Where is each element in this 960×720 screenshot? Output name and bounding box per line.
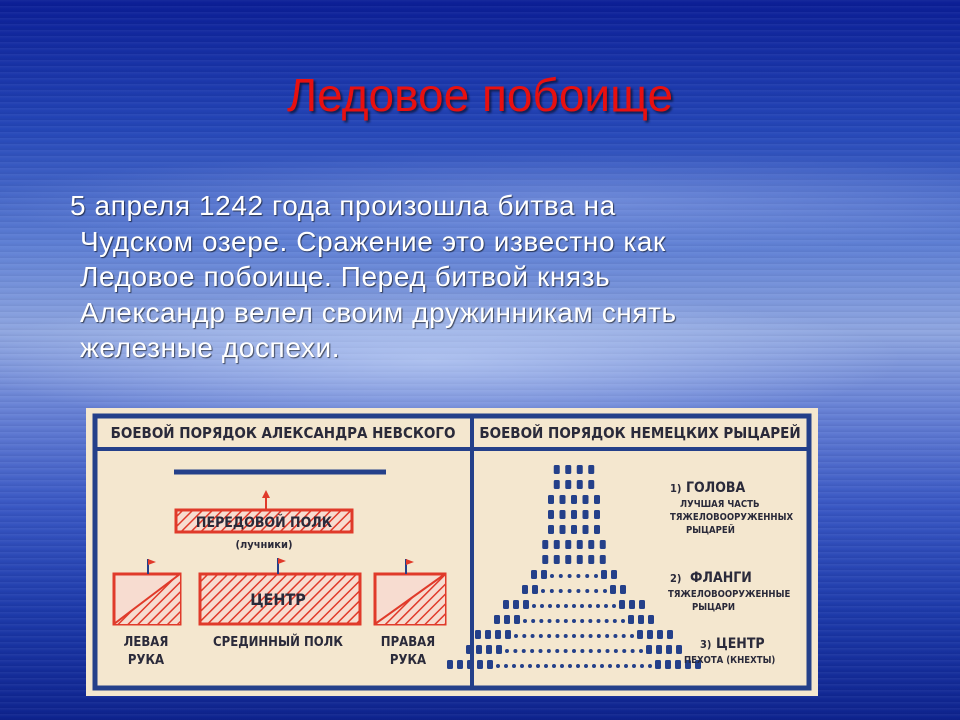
infantry-dot	[547, 634, 551, 638]
knight-figure	[513, 600, 519, 609]
knight-figure	[554, 555, 560, 564]
infantry-dot	[604, 604, 608, 608]
knight-figure	[666, 645, 672, 654]
infantry-dot	[580, 649, 584, 653]
knight-figure	[594, 495, 600, 504]
infantry-dot	[556, 604, 560, 608]
knight-figure	[583, 495, 589, 504]
infantry-dot	[600, 664, 604, 668]
infantry-dot	[528, 664, 532, 668]
legend-line: РЫЦАРИ	[692, 602, 736, 613]
vanguard-sublabel: (лучники)	[235, 538, 293, 551]
knight-figure	[466, 645, 472, 654]
paragraph-line: Чудском озере. Сражение это известно как	[80, 225, 666, 257]
knight-figure	[611, 570, 617, 579]
knight-figure	[594, 525, 600, 534]
knight-figure	[560, 495, 566, 504]
left-panel-header: БОЕВОЙ ПОРЯДОК АЛЕКСАНДРА НЕВСКОГО	[110, 424, 456, 442]
infantry-dot	[605, 634, 609, 638]
infantry-dot	[548, 619, 552, 623]
infantry-dot	[576, 574, 580, 578]
knight-figure	[505, 630, 511, 639]
infantry-dot	[580, 604, 584, 608]
infantry-dot	[580, 634, 584, 638]
infantry-dot	[614, 649, 618, 653]
knight-figure	[475, 630, 481, 639]
infantry-dot	[555, 649, 559, 653]
knight-figure	[619, 600, 625, 609]
infantry-dot	[608, 664, 612, 668]
infantry-dot	[556, 619, 560, 623]
battle-order-diagram	[86, 408, 818, 696]
infantry-dot	[539, 649, 543, 653]
infantry-dot	[564, 604, 568, 608]
vanguard-label: ПЕРЕДОВОЙ ПОЛК	[195, 515, 333, 531]
infantry-dot	[603, 589, 607, 593]
knight-figure	[565, 540, 571, 549]
knight-figure	[657, 630, 663, 639]
knight-figure	[571, 495, 577, 504]
infantry-dot	[580, 619, 584, 623]
knight-figure	[675, 660, 681, 669]
knight-figure	[554, 540, 560, 549]
legend-line: ТЯЖЕЛОВООРУЖЕННЫЕ	[668, 589, 791, 600]
knights-wedge	[447, 465, 701, 669]
knight-figure	[560, 525, 566, 534]
infantry-dot	[536, 664, 540, 668]
knight-figure	[476, 645, 482, 654]
infantry-dot	[530, 649, 534, 653]
infantry-dot	[547, 649, 551, 653]
infantry-dot	[548, 604, 552, 608]
infantry-dot	[596, 604, 600, 608]
knight-figure	[588, 555, 594, 564]
knight-figure	[487, 660, 493, 669]
knight-figure	[514, 615, 520, 624]
knight-figure	[554, 480, 560, 489]
left-wing-label: РУКА	[127, 653, 165, 668]
knight-figure	[560, 510, 566, 519]
infantry-dot	[568, 574, 572, 578]
knight-figure	[594, 510, 600, 519]
infantry-dot	[512, 664, 516, 668]
knight-figure	[496, 645, 502, 654]
infantry-dot	[539, 619, 543, 623]
paragraph-line: 5 апреля 1242 года произошла битва на	[70, 190, 616, 221]
knight-figure	[548, 525, 554, 534]
infantry-dot	[541, 589, 545, 593]
infantry-dot	[588, 619, 592, 623]
knight-figure	[577, 555, 583, 564]
knight-figure	[523, 600, 529, 609]
infantry-dot	[639, 649, 643, 653]
knight-figure	[583, 510, 589, 519]
knight-figure	[588, 540, 594, 549]
paragraph-line: Ледовое побоище. Перед битвой князь	[80, 261, 611, 292]
infantry-dot	[631, 649, 635, 653]
knight-figure	[600, 555, 606, 564]
legend-line: ТЯЖЕЛОВООРУЖЕННЫХ	[670, 512, 794, 523]
knight-figure	[665, 660, 671, 669]
knight-figure	[600, 540, 606, 549]
knight-figure	[503, 600, 509, 609]
infantry-dot	[606, 649, 610, 653]
legend-line: РЫЦАРЕЙ	[686, 525, 735, 536]
knight-figure	[577, 480, 583, 489]
knight-figure	[638, 615, 644, 624]
knight-figure	[554, 465, 560, 474]
legend-line: ПЕХОТА (КНЕХТЫ)	[684, 655, 776, 666]
knight-figure	[485, 630, 491, 639]
infantry-dot	[523, 619, 527, 623]
infantry-dot	[612, 604, 616, 608]
knight-figure	[610, 585, 616, 594]
knight-figure	[542, 555, 548, 564]
knight-figure	[447, 660, 453, 669]
legend-number: 1)	[670, 482, 682, 495]
infantry-dot	[522, 634, 526, 638]
knight-figure	[486, 645, 492, 654]
infantry-dot	[576, 589, 580, 593]
knight-figure	[646, 645, 652, 654]
knight-figure	[577, 540, 583, 549]
right-panel-header: БОЕВОЙ ПОРЯДОК НЕМЕЦКИХ РЫЦАРЕЙ	[479, 424, 801, 442]
infantry-dot	[597, 649, 601, 653]
infantry-dot	[539, 634, 543, 638]
infantry-dot	[592, 664, 596, 668]
knight-figure	[548, 510, 554, 519]
flag-icon	[406, 559, 414, 565]
infantry-dot	[572, 604, 576, 608]
knight-figure	[639, 600, 645, 609]
infantry-dot	[531, 619, 535, 623]
knight-figure	[495, 630, 501, 639]
knight-figure	[620, 585, 626, 594]
infantry-dot	[505, 649, 509, 653]
knight-figure	[571, 525, 577, 534]
knight-figure	[676, 645, 682, 654]
infantry-dot	[559, 574, 563, 578]
infantry-dot	[589, 634, 593, 638]
infantry-dot	[605, 619, 609, 623]
infantry-dot	[597, 634, 601, 638]
knight-figure	[541, 570, 547, 579]
slide-title: Ледовое побоище	[286, 69, 674, 121]
knight-figure	[532, 585, 538, 594]
wedge-legend	[668, 480, 793, 666]
knight-figure	[637, 630, 643, 639]
legend-title: ГОЛОВА	[686, 480, 746, 496]
infantry-dot	[585, 589, 589, 593]
knight-figure	[565, 480, 571, 489]
knight-figure	[655, 660, 661, 669]
infantry-dot	[613, 619, 617, 623]
infantry-dot	[621, 619, 625, 623]
knight-figure	[494, 615, 500, 624]
infantry-dot	[572, 649, 576, 653]
infantry-dot	[589, 649, 593, 653]
knight-figure	[548, 495, 554, 504]
right-wing-label: РУКА	[389, 653, 427, 668]
infantry-dot	[531, 634, 535, 638]
infantry-dot	[594, 574, 598, 578]
knight-figure	[457, 660, 463, 669]
slide-paragraph	[70, 188, 880, 366]
knight-figure	[667, 630, 673, 639]
legend-title: ФЛАНГИ	[690, 570, 752, 586]
legend-number: 3)	[700, 638, 712, 651]
infantry-dot	[597, 619, 601, 623]
knight-figure	[467, 660, 473, 669]
infantry-dot	[522, 649, 526, 653]
knight-figure	[504, 615, 510, 624]
knight-figure	[647, 630, 653, 639]
knight-figure	[522, 585, 528, 594]
flag-icon	[148, 559, 156, 565]
knight-figure	[477, 660, 483, 669]
infantry-dot	[564, 649, 568, 653]
knight-figure	[531, 570, 537, 579]
infantry-dot	[560, 664, 564, 668]
infantry-dot	[613, 634, 617, 638]
infantry-dot	[540, 604, 544, 608]
knight-figure	[656, 645, 662, 654]
right-wing-label: ПРАВАЯ	[380, 635, 436, 650]
legend-number: 2)	[670, 572, 682, 585]
infantry-dot	[564, 634, 568, 638]
infantry-dot	[550, 574, 554, 578]
infantry-dot	[552, 664, 556, 668]
infantry-dot	[588, 604, 592, 608]
infantry-dot	[594, 589, 598, 593]
left-wing-label: ЛЕВАЯ	[123, 635, 169, 650]
infantry-dot	[555, 634, 559, 638]
flag-icon	[278, 558, 286, 564]
arrow-icon	[262, 490, 270, 498]
knight-figure	[648, 615, 654, 624]
infantry-dot	[514, 634, 518, 638]
infantry-dot	[572, 619, 576, 623]
paragraph-line: железные доспехи.	[80, 332, 341, 363]
infantry-dot	[622, 634, 626, 638]
knight-figure	[583, 525, 589, 534]
center-sublabel: СРЕДИННЫЙ ПОЛК	[213, 635, 343, 650]
infantry-dot	[572, 634, 576, 638]
knight-figure	[542, 540, 548, 549]
knight-figure	[565, 465, 571, 474]
knight-figure	[588, 480, 594, 489]
infantry-dot	[532, 604, 536, 608]
knight-figure	[588, 465, 594, 474]
infantry-dot	[624, 664, 628, 668]
infantry-dot	[568, 664, 572, 668]
infantry-dot	[496, 664, 500, 668]
knight-figure	[601, 570, 607, 579]
infantry-dot	[520, 664, 524, 668]
infantry-dot	[622, 649, 626, 653]
infantry-dot	[648, 664, 652, 668]
infantry-dot	[640, 664, 644, 668]
infantry-dot	[559, 589, 563, 593]
knight-figure	[571, 510, 577, 519]
infantry-dot	[576, 664, 580, 668]
infantry-dot	[630, 634, 634, 638]
infantry-dot	[544, 664, 548, 668]
infantry-dot	[513, 649, 517, 653]
infantry-dot	[568, 589, 572, 593]
legend-line: ЛУЧШАЯ ЧАСТЬ	[680, 499, 760, 510]
infantry-dot	[632, 664, 636, 668]
infantry-dot	[585, 574, 589, 578]
infantry-dot	[504, 664, 508, 668]
infantry-dot	[584, 664, 588, 668]
knight-figure	[565, 555, 571, 564]
legend-title: ЦЕНТР	[716, 636, 765, 652]
center-label: ЦЕНТР	[250, 590, 306, 609]
infantry-dot	[564, 619, 568, 623]
infantry-dot	[550, 589, 554, 593]
knight-figure	[577, 465, 583, 474]
knight-figure	[629, 600, 635, 609]
knight-figure	[628, 615, 634, 624]
infantry-dot	[616, 664, 620, 668]
paragraph-line: Александр велел своим дружинникам снять	[80, 296, 677, 328]
